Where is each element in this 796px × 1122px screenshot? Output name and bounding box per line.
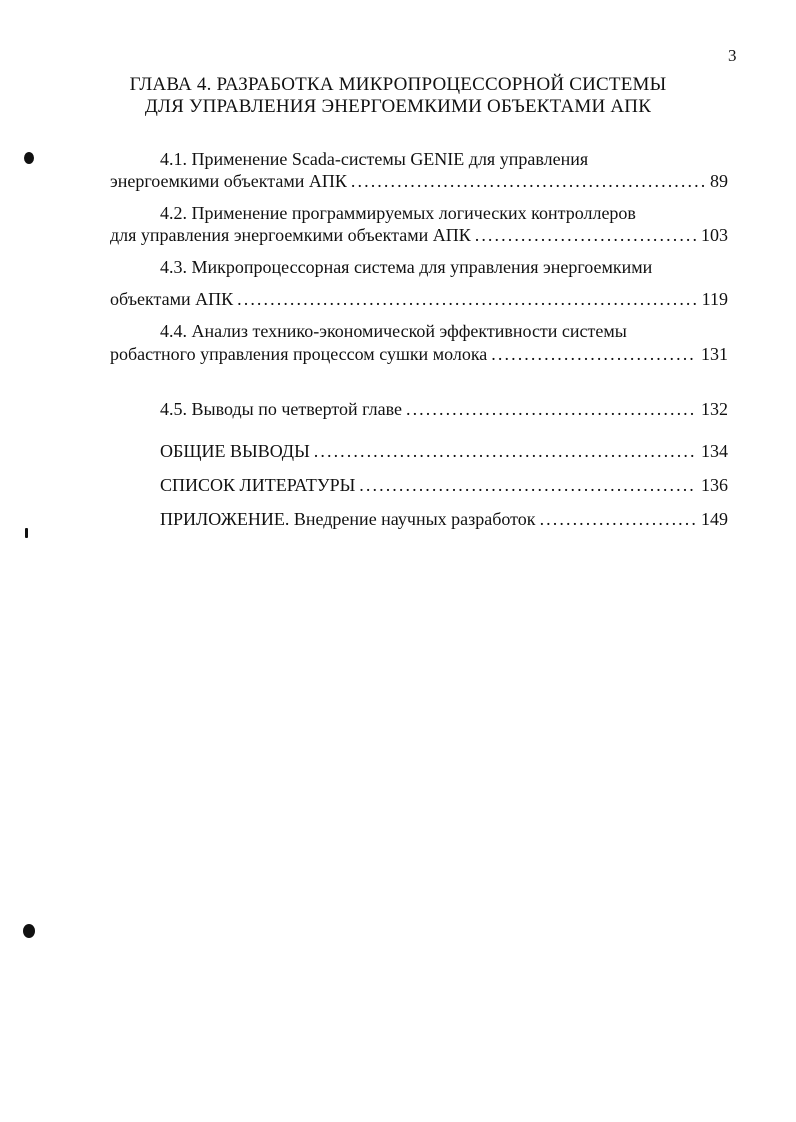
toc-entry-4-5-page: 132: [701, 399, 728, 419]
toc-entry-4-1-line2: энергоемкими объектами АПК: [110, 171, 347, 191]
toc-dot-leader: [540, 508, 697, 530]
toc-dot-leader: [475, 224, 697, 246]
toc-dot-leader: [314, 440, 697, 462]
page-number: 3: [728, 46, 737, 65]
toc-entry-appendix-label: ПРИЛОЖЕНИЕ. Внедрение научных разработок: [160, 509, 536, 529]
scan-hole-mark: [25, 528, 28, 538]
toc-entry-4-4-line2: робастного управления процессом сушки молока: [110, 344, 488, 364]
toc-entry-references-page: 136: [701, 475, 728, 495]
toc-entry-4-2-line1: 4.2. Применение программируемых логических контроллеров: [160, 203, 636, 223]
toc-entry-4-4-page: 131: [701, 344, 728, 364]
toc-entry-4-2: [110, 224, 728, 246]
toc-entry-4-3-line2: объектами АПК: [110, 289, 234, 309]
chapter-title-line1: ГЛАВА 4. РАЗРАБОТКА МИКРОПРОЦЕССОРНОЙ СИСТЕМЫ: [129, 74, 667, 95]
toc-dot-leader: [359, 474, 697, 496]
toc-entry-4-2-page: 103: [701, 225, 728, 245]
toc-entry-4-3-page: 119: [701, 289, 728, 309]
toc-dot-leader: [406, 398, 697, 420]
scan-hole-mark: [24, 152, 34, 164]
toc-entry-4-1: [110, 170, 728, 192]
toc-entry-4-2-line2: для управления энергоемкими объектами АПК: [110, 225, 471, 245]
toc-entry-conclusions-label: ОБЩИЕ ВЫВОДЫ: [160, 441, 310, 461]
toc-dot-leader: [351, 170, 706, 192]
scan-hole-mark: [23, 924, 35, 938]
toc-entry-references: [160, 474, 728, 496]
toc-entry-4-1-line1: 4.1. Применение Scada-системы GENIE для управления: [160, 149, 589, 169]
toc-dot-leader: [237, 288, 698, 310]
toc-entry-conclusions: [160, 440, 728, 462]
toc-entry-conclusions-page: 134: [701, 441, 728, 461]
chapter-title-line2: ДЛЯ УПРАВЛЕНИЯ ЭНЕРГОЕМКИМИ ОБЪЕКТАМИ АПК: [144, 96, 652, 117]
toc-entry-4-5-label: 4.5. Выводы по четвертой главе: [160, 399, 402, 419]
toc-entry-appendix: [160, 508, 728, 530]
toc-dot-leader: [491, 343, 697, 365]
toc-entry-4-3-line1: 4.3. Микропроцессорная система для управления энергоемкими: [160, 257, 653, 277]
toc-entry-4-5: [160, 398, 728, 420]
toc-entry-4-4: [110, 343, 728, 365]
toc-entry-4-4-line1: 4.4. Анализ технико-экономической эффективности системы: [160, 321, 627, 341]
toc-entry-4-3: [110, 288, 728, 310]
toc-entry-references-label: СПИСОК ЛИТЕРАТУРЫ: [160, 475, 356, 495]
toc-entry-appendix-page: 149: [701, 509, 728, 529]
toc-entry-4-1-page: 89: [710, 171, 728, 191]
